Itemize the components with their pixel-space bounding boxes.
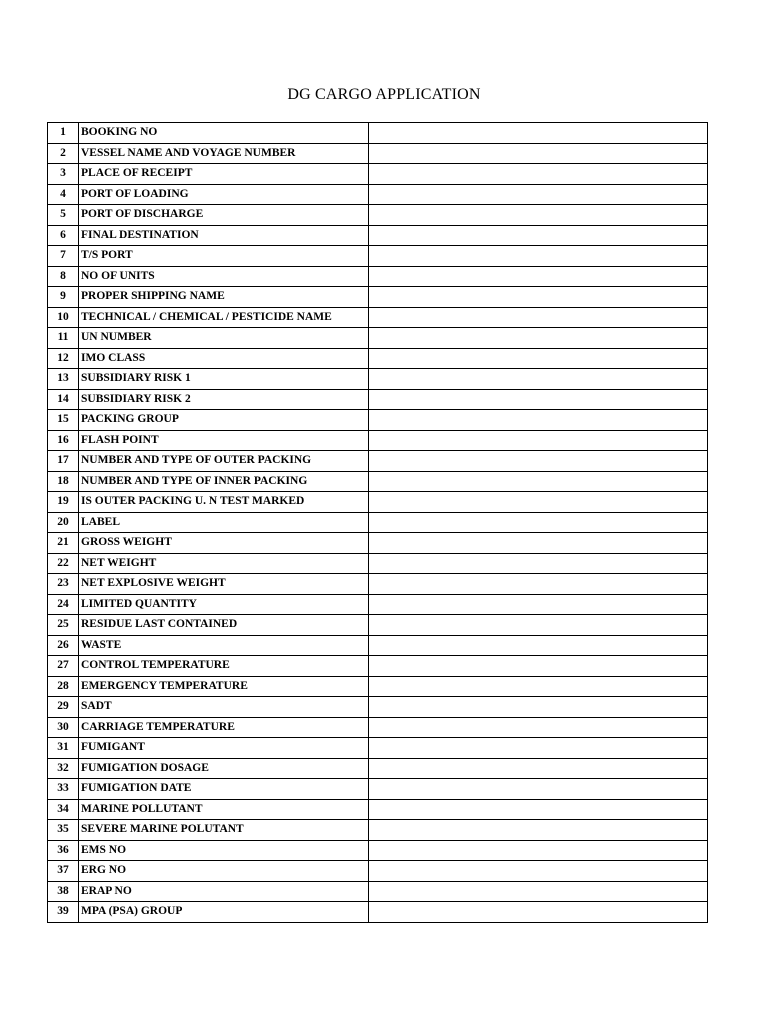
table-row	[48, 820, 708, 841]
table-row	[48, 717, 708, 738]
field-label: GROSS WEIGHT	[79, 533, 369, 554]
field-value-cell[interactable]	[369, 881, 708, 902]
table-row	[48, 307, 708, 328]
field-label: PORT OF DISCHARGE	[79, 205, 369, 226]
field-value-cell[interactable]	[369, 143, 708, 164]
field-label: WASTE	[79, 635, 369, 656]
field-label: FLASH POINT	[79, 430, 369, 451]
table-row	[48, 512, 708, 533]
field-label: PACKING GROUP	[79, 410, 369, 431]
field-value-cell[interactable]	[369, 389, 708, 410]
table-row	[48, 205, 708, 226]
table-row	[48, 266, 708, 287]
field-label: ERAP NO	[79, 881, 369, 902]
row-number: 18	[48, 471, 79, 492]
field-label: SUBSIDIARY RISK 1	[79, 369, 369, 390]
table-row	[48, 902, 708, 923]
field-label: IMO CLASS	[79, 348, 369, 369]
field-value-cell[interactable]	[369, 225, 708, 246]
table-row	[48, 143, 708, 164]
table-row	[48, 881, 708, 902]
field-label: IS OUTER PACKING U. N TEST MARKED	[79, 492, 369, 513]
row-number: 3	[48, 164, 79, 185]
field-label: FUMIGATION DATE	[79, 779, 369, 800]
field-label: TECHNICAL / CHEMICAL / PESTICIDE NAME	[79, 307, 369, 328]
field-value-cell[interactable]	[369, 451, 708, 472]
row-number: 16	[48, 430, 79, 451]
table-row	[48, 758, 708, 779]
table-row	[48, 164, 708, 185]
field-label: ERG NO	[79, 861, 369, 882]
field-value-cell[interactable]	[369, 328, 708, 349]
table-row	[48, 533, 708, 554]
cargo-form-table	[47, 122, 708, 923]
row-number: 8	[48, 266, 79, 287]
field-label: FUMIGATION DOSAGE	[79, 758, 369, 779]
field-label: MPA (PSA) GROUP	[79, 902, 369, 923]
row-number: 19	[48, 492, 79, 513]
row-number: 10	[48, 307, 79, 328]
table-row	[48, 492, 708, 513]
row-number: 21	[48, 533, 79, 554]
table-row	[48, 123, 708, 144]
table-row	[48, 697, 708, 718]
table-row	[48, 635, 708, 656]
field-value-cell[interactable]	[369, 369, 708, 390]
field-label: UN NUMBER	[79, 328, 369, 349]
field-label: LABEL	[79, 512, 369, 533]
field-value-cell[interactable]	[369, 758, 708, 779]
table-row	[48, 861, 708, 882]
row-number: 38	[48, 881, 79, 902]
field-label: NET EXPLOSIVE WEIGHT	[79, 574, 369, 595]
row-number: 17	[48, 451, 79, 472]
row-number: 20	[48, 512, 79, 533]
field-label: SADT	[79, 697, 369, 718]
field-value-cell[interactable]	[369, 861, 708, 882]
field-value-cell[interactable]	[369, 717, 708, 738]
table-row	[48, 328, 708, 349]
row-number: 11	[48, 328, 79, 349]
field-value-cell[interactable]	[369, 594, 708, 615]
field-value-cell[interactable]	[369, 656, 708, 677]
field-label: EMERGENCY TEMPERATURE	[79, 676, 369, 697]
form-table-body	[48, 123, 708, 923]
field-value-cell[interactable]	[369, 492, 708, 513]
row-number: 36	[48, 840, 79, 861]
field-value-cell[interactable]	[369, 820, 708, 841]
table-row	[48, 676, 708, 697]
field-value-cell[interactable]	[369, 574, 708, 595]
field-value-cell[interactable]	[369, 205, 708, 226]
row-number: 6	[48, 225, 79, 246]
table-row	[48, 615, 708, 636]
row-number: 39	[48, 902, 79, 923]
field-label: CARRIAGE TEMPERATURE	[79, 717, 369, 738]
field-label: FUMIGANT	[79, 738, 369, 759]
field-value-cell[interactable]	[369, 410, 708, 431]
field-value-cell[interactable]	[369, 512, 708, 533]
table-row	[48, 799, 708, 820]
row-number: 33	[48, 779, 79, 800]
row-number: 15	[48, 410, 79, 431]
field-label: T/S PORT	[79, 246, 369, 267]
table-row	[48, 594, 708, 615]
row-number: 14	[48, 389, 79, 410]
table-row	[48, 574, 708, 595]
field-label: SUBSIDIARY RISK 2	[79, 389, 369, 410]
row-number: 31	[48, 738, 79, 759]
field-value-cell[interactable]	[369, 184, 708, 205]
field-label: CONTROL TEMPERATURE	[79, 656, 369, 677]
row-number: 23	[48, 574, 79, 595]
field-label: NUMBER AND TYPE OF OUTER PACKING	[79, 451, 369, 472]
row-number: 35	[48, 820, 79, 841]
table-row	[48, 225, 708, 246]
table-row	[48, 471, 708, 492]
field-value-cell[interactable]	[369, 266, 708, 287]
field-label: NUMBER AND TYPE OF INNER PACKING	[79, 471, 369, 492]
field-value-cell[interactable]	[369, 635, 708, 656]
field-label: PORT OF LOADING	[79, 184, 369, 205]
row-number: 4	[48, 184, 79, 205]
row-number: 1	[48, 123, 79, 144]
row-number: 5	[48, 205, 79, 226]
field-label: EMS NO	[79, 840, 369, 861]
field-value-cell[interactable]	[369, 533, 708, 554]
row-number: 22	[48, 553, 79, 574]
field-value-cell[interactable]	[369, 348, 708, 369]
table-row	[48, 348, 708, 369]
row-number: 30	[48, 717, 79, 738]
field-value-cell[interactable]	[369, 287, 708, 308]
field-value-cell[interactable]	[369, 164, 708, 185]
field-value-cell[interactable]	[369, 799, 708, 820]
field-label: LIMITED QUANTITY	[79, 594, 369, 615]
field-value-cell[interactable]	[369, 553, 708, 574]
table-row	[48, 430, 708, 451]
row-number: 37	[48, 861, 79, 882]
field-value-cell[interactable]	[369, 697, 708, 718]
field-label: NET WEIGHT	[79, 553, 369, 574]
field-label: MARINE POLLUTANT	[79, 799, 369, 820]
page-title: DG CARGO APPLICATION	[287, 86, 481, 103]
field-value-cell[interactable]	[369, 738, 708, 759]
table-row	[48, 451, 708, 472]
field-value-cell[interactable]	[369, 123, 708, 144]
field-label: PLACE OF RECEIPT	[79, 164, 369, 185]
row-number: 12	[48, 348, 79, 369]
field-value-cell[interactable]	[369, 307, 708, 328]
field-value-cell[interactable]	[369, 615, 708, 636]
table-row	[48, 656, 708, 677]
table-row	[48, 779, 708, 800]
field-value-cell[interactable]	[369, 471, 708, 492]
row-number: 26	[48, 635, 79, 656]
table-row	[48, 553, 708, 574]
row-number: 9	[48, 287, 79, 308]
row-number: 32	[48, 758, 79, 779]
field-value-cell[interactable]	[369, 246, 708, 267]
table-row	[48, 738, 708, 759]
table-row	[48, 246, 708, 267]
row-number: 27	[48, 656, 79, 677]
table-row	[48, 287, 708, 308]
row-number: 24	[48, 594, 79, 615]
row-number: 2	[48, 143, 79, 164]
row-number: 25	[48, 615, 79, 636]
row-number: 28	[48, 676, 79, 697]
field-value-cell[interactable]	[369, 779, 708, 800]
table-row	[48, 184, 708, 205]
field-label: PROPER SHIPPING NAME	[79, 287, 369, 308]
field-value-cell[interactable]	[369, 430, 708, 451]
table-row	[48, 840, 708, 861]
field-value-cell[interactable]	[369, 840, 708, 861]
table-row	[48, 389, 708, 410]
field-value-cell[interactable]	[369, 676, 708, 697]
row-number: 29	[48, 697, 79, 718]
field-value-cell[interactable]	[369, 902, 708, 923]
table-row	[48, 369, 708, 390]
field-label: NO OF UNITS	[79, 266, 369, 287]
field-label: RESIDUE LAST CONTAINED	[79, 615, 369, 636]
row-number: 7	[48, 246, 79, 267]
row-number: 34	[48, 799, 79, 820]
field-label: BOOKING NO	[79, 123, 369, 144]
row-number: 13	[48, 369, 79, 390]
field-label: FINAL DESTINATION	[79, 225, 369, 246]
field-label: VESSEL NAME AND VOYAGE NUMBER	[79, 143, 369, 164]
field-label: SEVERE MARINE POLUTANT	[79, 820, 369, 841]
table-row	[48, 410, 708, 431]
